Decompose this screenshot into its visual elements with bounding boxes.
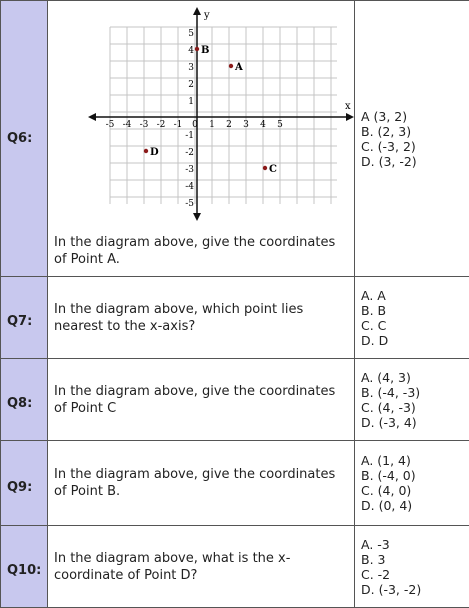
- y-tick-label: -4: [185, 182, 194, 192]
- point-c: [263, 166, 267, 170]
- x-tick-label: 1: [209, 120, 215, 130]
- x-tick-label: -1: [174, 120, 183, 130]
- question-number: Q7:: [1, 277, 48, 359]
- x-tick-label: 5: [277, 120, 283, 130]
- option-c[interactable]: C. -2: [361, 567, 469, 582]
- answer-options: [355, 359, 469, 441]
- y-tick-label: -3: [185, 165, 194, 175]
- point-label-b: B: [201, 45, 209, 56]
- question-number: Q9:: [1, 441, 48, 526]
- option-c[interactable]: C. (4, -3): [361, 400, 469, 415]
- option-d[interactable]: D. (3, -2): [361, 154, 469, 169]
- y-tick-label: 2: [188, 80, 194, 90]
- y-axis-arrow-down: [193, 213, 201, 221]
- answer-options: [355, 1, 469, 277]
- x-tick-label: 4: [260, 120, 266, 130]
- option-b[interactable]: B. 3: [361, 552, 469, 567]
- point-label-a: A: [234, 62, 243, 73]
- x-tick-label: 3: [243, 120, 249, 130]
- option-a[interactable]: A. (1, 4): [361, 453, 469, 468]
- question-text: In the diagram above, give the coordinates of Point C: [48, 359, 355, 441]
- option-b[interactable]: B. (2, 3): [361, 124, 469, 139]
- option-c[interactable]: C. C: [361, 318, 469, 333]
- x-axis-label: x: [345, 101, 351, 112]
- option-c[interactable]: C. (-3, 2): [361, 139, 469, 154]
- option-a[interactable]: A. -3: [361, 537, 469, 552]
- option-d[interactable]: D. D: [361, 333, 469, 348]
- question-row-q6: [1, 1, 469, 277]
- question-body-q6: [48, 1, 355, 277]
- x-tick-label: 0: [192, 120, 198, 130]
- question-row-q10: [1, 526, 469, 608]
- y-tick-label: -5: [185, 199, 194, 209]
- x-tick-label: -2: [157, 120, 166, 130]
- option-a[interactable]: A (3, 2): [361, 109, 469, 124]
- point-label-c: C: [269, 164, 277, 175]
- y-tick-label: 4: [188, 46, 194, 56]
- option-b[interactable]: B. (-4, -3): [361, 385, 469, 400]
- option-d[interactable]: D. (0, 4): [361, 498, 469, 513]
- option-a[interactable]: A. (4, 3): [361, 370, 469, 385]
- y-tick-label: 3: [188, 63, 194, 73]
- answer-options: [355, 441, 469, 526]
- x-tick-label: 2: [226, 120, 232, 130]
- y-axis-label: y: [203, 10, 210, 21]
- x-tick-label: -3: [140, 120, 149, 130]
- answer-options: [355, 526, 469, 608]
- option-c[interactable]: C. (4, 0): [361, 483, 469, 498]
- question-text: In the diagram above, what is the x-coordinate of Point D?: [48, 526, 355, 608]
- option-a[interactable]: A. A: [361, 288, 469, 303]
- point-label-d: D: [150, 147, 159, 158]
- option-b[interactable]: B. B: [361, 303, 469, 318]
- question-row-q8: [1, 359, 469, 441]
- x-tick-label: -5: [106, 120, 115, 130]
- point-b: [195, 47, 199, 51]
- question-text: In the diagram above, give the coordinates of Point B.: [48, 441, 355, 526]
- option-b[interactable]: B. (-4, 0): [361, 468, 469, 483]
- y-tick-label: -1: [185, 131, 194, 141]
- question-row-q7: [1, 277, 469, 359]
- option-d[interactable]: D. (-3, 4): [361, 415, 469, 430]
- question-text: In the diagram above, give the coordinates of Point A.: [54, 234, 344, 268]
- y-axis-arrow-up: [193, 7, 201, 15]
- point-d: [144, 149, 148, 153]
- question-number: Q8:: [1, 359, 48, 441]
- question-text: In the diagram above, which point lies nearest to the x-axis?: [48, 277, 355, 359]
- question-number: Q10:: [1, 526, 48, 608]
- y-tick-label: 5: [188, 29, 194, 39]
- option-d[interactable]: D. (-3, -2): [361, 582, 469, 597]
- question-row-q9: [1, 441, 469, 526]
- y-tick-label: -2: [185, 148, 194, 158]
- point-a: [229, 64, 233, 68]
- x-axis-arrow-left: [88, 113, 96, 121]
- x-axis-arrow-right: [346, 113, 354, 121]
- answer-options: [355, 277, 469, 359]
- x-tick-label: -4: [123, 120, 132, 130]
- question-number: Q6:: [1, 1, 48, 277]
- y-tick-label: 1: [188, 97, 194, 107]
